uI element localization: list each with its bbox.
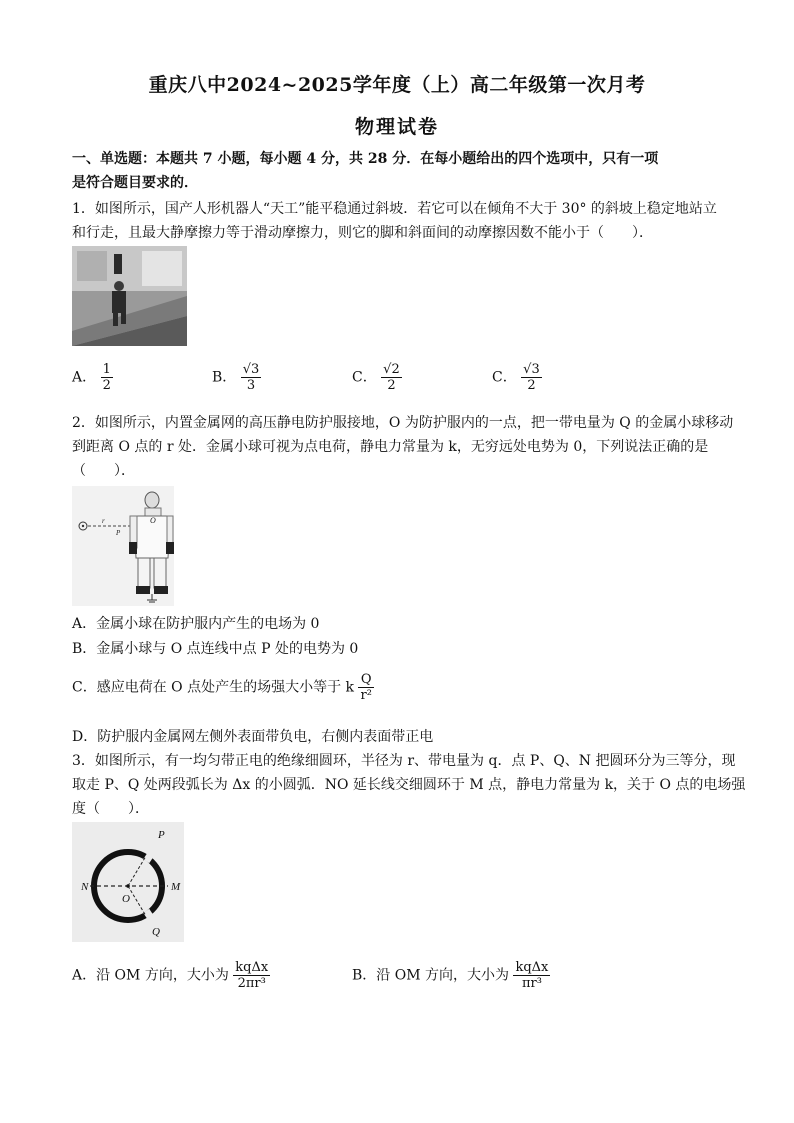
q1-option-b [212, 362, 261, 393]
q2-option-c-fraction [358, 672, 373, 703]
fig2-label-p: P [116, 529, 121, 537]
fig3-label-q: Q [152, 926, 160, 938]
q1-option-b-num: √3 [242, 362, 260, 377]
q1-option-d-label: C． [492, 369, 517, 386]
fig3-label-p: P [158, 829, 165, 841]
q3-option-a-den: 2πr³ [237, 976, 266, 991]
protective-suit-figure [72, 486, 174, 606]
q1-option-a-label: A． [72, 369, 97, 386]
q1-stem-line1: 1．如图所示，国产人形机器人“天工”能平稳通过斜坡．若它可以在倾角不大于 30° 的斜坡上稳定地站立 [72, 201, 717, 217]
q1-option-a-fraction [101, 362, 113, 393]
fig2-label-r: r [102, 517, 105, 525]
q1-option-d [492, 362, 542, 393]
q2-stem-line2: 到距离 O 点的 r 处．金属小球可视为点电荷，静电力常量为 k，无穷远处电势为 0，下列说法正确的是 [72, 439, 709, 455]
exam-title: 重庆八中2024~2025学年度（上）高二年级第一次月考 [148, 74, 646, 96]
charged-ring-drawing [72, 822, 184, 942]
fig3-label-m: M [171, 881, 181, 893]
robot-photo [72, 246, 187, 346]
q3-option-a-fraction [233, 960, 270, 991]
q1-option-c-den: 2 [387, 378, 396, 393]
q1-option-c [352, 362, 402, 393]
q1-option-a-num: 1 [102, 362, 111, 377]
charged-ring-figure [72, 822, 184, 942]
exam-subtitle: 物理试卷 [354, 116, 439, 138]
fig3-label-o: O [122, 893, 130, 905]
q2-option-b: B．金属小球与 O 点连线中点 P 处的电势为 0 [72, 641, 359, 657]
q1-option-a [72, 362, 113, 393]
q3-stem-line3: 度（ ）． [72, 801, 149, 817]
q3-option-b-den: πr³ [521, 976, 542, 991]
q3-option-b [352, 960, 550, 991]
section-instruction-line1: 一、单选题：本题共 7 小题，每小题 4 分，共 28 分．在每小题给出的四个选项中，只有一项 [72, 151, 659, 167]
q2-option-c [72, 672, 732, 702]
section-instruction-line2: 是符合题目要求的． [72, 175, 198, 191]
fig2-label-o: O [150, 516, 156, 525]
q3-option-b-text: B．沿 OM 方向，大小为 [352, 967, 510, 984]
q2-option-c-text: C．感应电荷在 O 点处产生的场强大小等于 k [72, 679, 355, 696]
q1-option-d-num: √3 [523, 362, 540, 377]
q1-option-a-den: 2 [102, 378, 111, 393]
q3-option-a [72, 960, 270, 991]
q2-stem-line1: 2．如图所示，内置金属网的高压静电防护服接地，O 为防护服内的一点，把一带电量为 Q 的金属小球移动 [72, 415, 734, 431]
q2-option-c-den: r² [360, 688, 372, 703]
q1-option-c-num: √2 [383, 362, 400, 377]
q1-stem-line2: 和行走，且最大静摩擦力等于滑动摩擦力，则它的脚和斜面间的动摩擦因数不能小于（ ）． [72, 225, 653, 241]
q1-option-c-fraction [381, 362, 402, 393]
q1-option-b-den: 3 [246, 378, 256, 393]
q1-option-c-label: C． [352, 369, 377, 386]
q3-option-b-fraction [513, 960, 550, 991]
q3-option-a-text: A．沿 OM 方向，大小为 [72, 967, 229, 984]
q3-stem-line2: 取走 P、Q 处两段弧长为 Δx 的小圆弧．NO 延长线交细圆环于 M 点，静电力常量为 k，关于 O 点的电场强 [72, 777, 746, 793]
robot-photo-drawing [72, 246, 187, 346]
q3-stem-line1: 3．如图所示，有一均匀带正电的绝缘细圆环，半径为 r、带电量为 q．点 P、Q、N 把圆环分为三等分，现 [72, 753, 736, 769]
fig3-label-n: N [81, 881, 89, 893]
q1-option-d-den: 2 [527, 378, 536, 393]
q1-option-b-fraction [241, 362, 262, 393]
q3-option-b-num: kqΔx [515, 960, 549, 975]
q3-option-a-num: kqΔx [235, 960, 269, 975]
q2-option-d: D．防护服内金属网左侧外表面带负电，右侧内表面带正电 [72, 729, 434, 745]
protective-suit-drawing [72, 486, 174, 606]
q2-option-c-num: Q [358, 672, 373, 688]
q1-option-d-fraction [521, 362, 542, 393]
q2-stem-line3: （ ）． [72, 463, 135, 479]
q2-option-a: A．金属小球在防护服内产生的电场为 0 [72, 616, 320, 632]
q1-option-b-label: B． [212, 369, 237, 386]
